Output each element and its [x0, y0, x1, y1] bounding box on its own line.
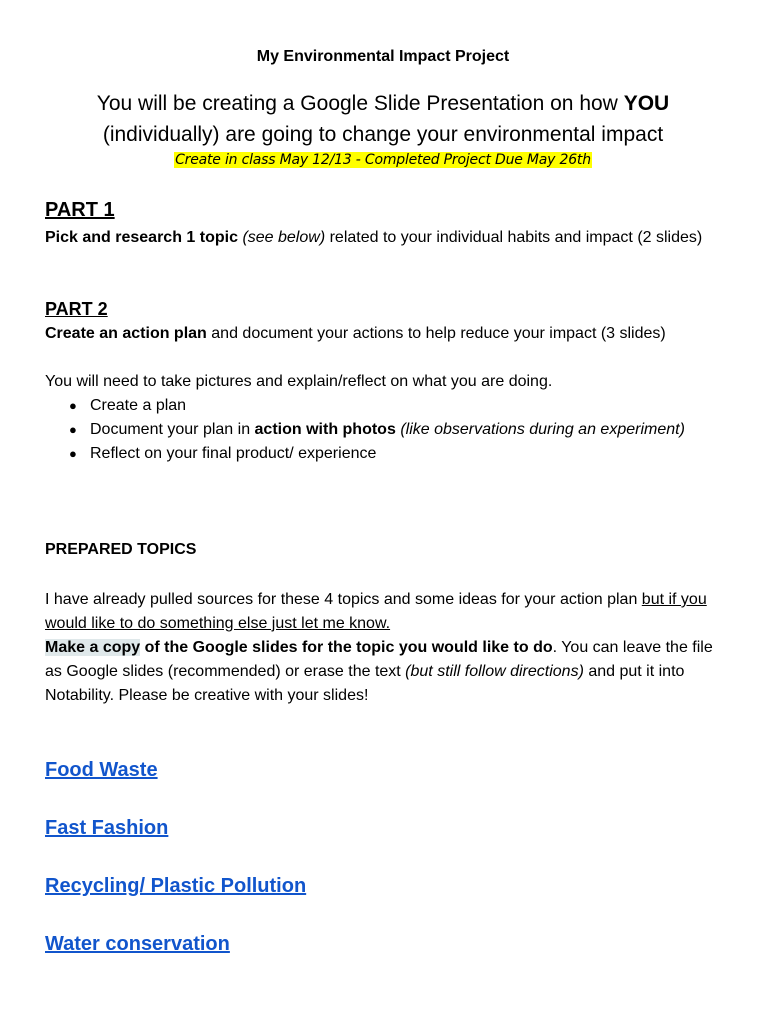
intro-you: YOU [623, 92, 670, 115]
bullet-icon: ● [69, 422, 77, 437]
part1-text [45, 226, 725, 250]
topic-link-food-waste[interactable]: Food Waste [45, 759, 158, 781]
part2-rest: and document your actions to help reduce your impact (3 slides) [206, 325, 666, 342]
part2-bullet-list [45, 394, 725, 466]
topic-link-water-conservation[interactable]: Water conservation [45, 933, 230, 955]
topic-link-fast-fashion[interactable]: Fast Fashion [45, 817, 169, 839]
bullet-icon: ● [69, 446, 77, 461]
part2-text [45, 322, 725, 346]
list-item: ● Reflect on your final product/ experience [45, 442, 725, 466]
prepared-topics-heading: PREPARED TOPICS [45, 541, 197, 558]
prepared-paragraph-2: Make a copy of the Google slides for the topic you would like to do. You can leave the file as Google slides (recommended) or erase the text (but still follow directions) and put it into Notability. Please be creative with your slides! [45, 639, 713, 704]
intro-line2: (individually) are going to change your environmental impact [102, 123, 664, 146]
part1-italic: (see below) [242, 229, 326, 246]
part1-heading: PART 1 [45, 199, 115, 221]
list-item: ● Document your plan in action with photos (like observations during an experiment) [45, 418, 725, 442]
something-else-note: but if you would like to do something else just let me know. [45, 591, 707, 632]
intro-text [45, 88, 721, 150]
part1-bold: Pick and research 1 topic [45, 229, 238, 246]
deadline-line [45, 150, 721, 170]
part2-heading: PART 2 [45, 299, 108, 319]
make-a-copy-highlight: Make a copy [45, 639, 141, 656]
part2-bold: Create an action plan [45, 325, 207, 342]
topic-link-recycling-plastic-pollution[interactable]: Recycling/ Plastic Pollution [45, 875, 307, 897]
list-item: ● Create a plan [45, 394, 725, 418]
part2-line2: You will need to take pictures and explain/reflect on what you are doing. [45, 373, 553, 390]
bullet-icon: ● [69, 398, 77, 413]
deadline-highlight: Create in class May 12/13 - Completed Project Due May 26th [175, 152, 591, 168]
prepared-paragraph-1: I have already pulled sources for these 4 topics and some ideas for your action plan but if you would like to do something else just let me know. [45, 591, 707, 632]
part1-rest: related to your individual habits and impact (2 slides) [325, 229, 703, 246]
intro-line1: You will be creating a Google Slide Presentation on how [96, 92, 624, 115]
document-title: My Environmental Impact Project [256, 48, 510, 65]
